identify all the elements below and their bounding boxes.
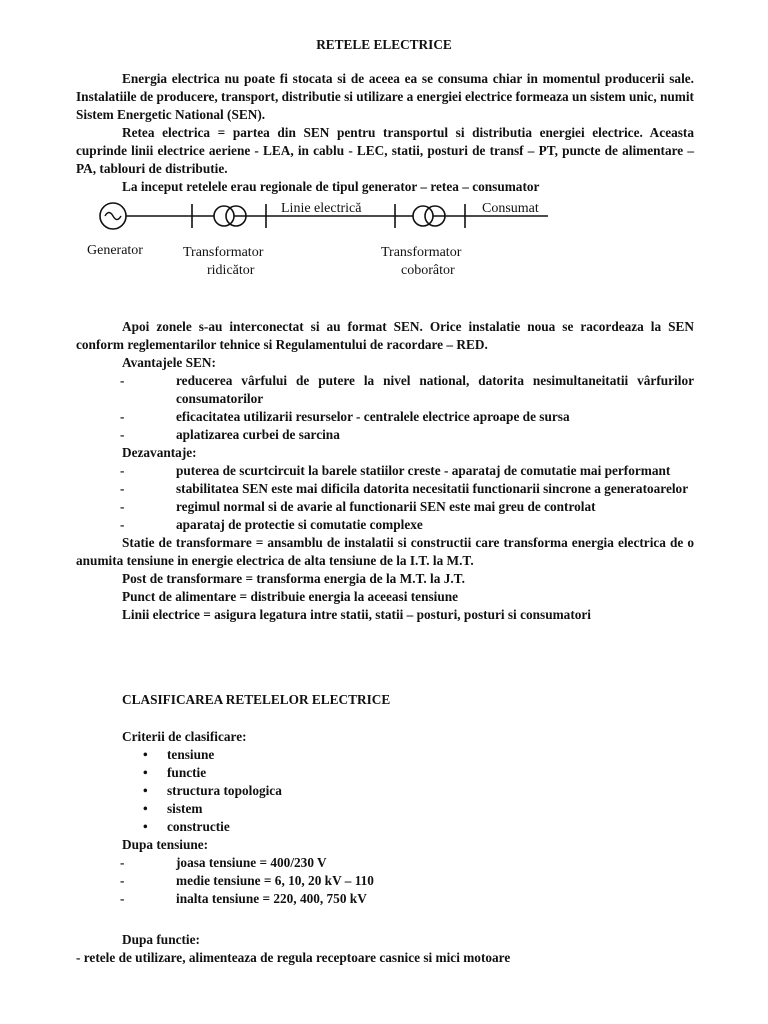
step-up-label-line-1: Transformator [183, 245, 264, 260]
list-item: - puterea de scurtcircuit la barele statiilor creste - aparataj de comutatie mai performant [120, 463, 671, 478]
step-down-transformer-icon [413, 206, 433, 226]
list-item: - joasa tensiune = 400/230 V [120, 855, 327, 870]
definition-linii: Linii electrice = asigura legatura intre statii, statii – posturi, posturi si consumatori [122, 607, 591, 622]
function-item: - retele de utilizare, alimenteaza de regula receptoare casnice si mici motoare [76, 950, 511, 965]
intro-section [76, 70, 694, 196]
list-item: - aplatizarea curbei de sarcina [120, 427, 340, 442]
disadvantages-heading: Dezavantaje: [122, 445, 197, 460]
step-down-label-line-2: coborâtor [401, 263, 455, 278]
list-item: - eficacitatea utilizarii resurselor - centralele electrice aproape de sursa [120, 409, 570, 424]
list-item: - inalta tensiune = 220, 400, 750 kV [120, 891, 367, 906]
intro-paragraph-1: Energia electrica nu poate fi stocata si de aceea ea se consuma chiar in momentul producerii sale. Instalatiile de producere, transport, distributie si utilizare a energiei electrice formeaza un sistem unic, numit Sistem Energetic National (SEN). [76, 71, 694, 122]
step-up-label-line-2: ridicător [207, 263, 255, 278]
classification-section [76, 691, 694, 709]
list-item: • constructie [143, 819, 230, 834]
list-item: • sistem [143, 801, 203, 816]
step-down-label-line-1: Transformator [381, 245, 462, 260]
list-item: - regimul normal si de avarie al functionarii SEN este mai greu de controlat [120, 499, 596, 514]
generator-label: Generator [87, 243, 143, 258]
classification-heading: CLASIFICAREA RETELELOR ELECTRICE [122, 692, 391, 707]
generator-network-consumer-diagram [83, 196, 565, 280]
list-item: - aparataj de protectie si comutatie complexe [120, 517, 423, 532]
list-item: • functie [143, 765, 207, 780]
sen-paragraph: Apoi zonele s-au interconectat si au format SEN. Orice instalatie noua se racordeaza la SEN conform reglementarilor tehnice si Regulamentului de racordare – RED. [76, 319, 694, 352]
list-item: - medie tensiune = 6, 10, 20 kV – 110 [120, 873, 374, 888]
advantages-heading: Avantajele SEN: [122, 355, 216, 370]
list-item: • structura topologica [143, 783, 282, 798]
intro-paragraph-2: Retea electrica = partea din SEN pentru transportul si distributia energiei electrice. Aceasta cuprinde linii electrice aeriene - LEA, in cablu - LEC, statii, posturi de transf – PT, puncte de alimentare – PA, tablouri de distributie. [76, 125, 694, 176]
sen-section [76, 318, 694, 624]
voltage-heading: Dupa tensiune: [122, 837, 209, 852]
function-section [76, 931, 694, 967]
page-title: RETELE ELECTRICE [316, 37, 452, 52]
function-heading: Dupa functie: [122, 932, 200, 947]
definition-punct: Punct de alimentare = distribuie energia la aceeasi tensiune [122, 589, 459, 604]
list-item: • tensiune [143, 747, 215, 762]
disadvantages-list [76, 462, 694, 534]
intro-paragraph-3: La inceput retelele erau regionale de tipul generator – retea – consumator [122, 179, 540, 194]
step-up-transformer-icon [214, 206, 234, 226]
advantages-list [76, 372, 694, 444]
criteria-section [76, 728, 694, 908]
definition-post: Post de transformare = transforma energia de la M.T. la J.T. [122, 571, 465, 586]
consumer-label: Consumat [482, 201, 539, 216]
list-item: - stabilitatea SEN este mai dificila datorita necesitatii functionarii sincrone a generatoarelor [120, 481, 689, 496]
definition-statie: Statie de transformare = ansamblu de instalatii si constructii care transforma energia electrica de o anumita tensiune in energie electrica de alta tensiune de la I.T. la M.T. [76, 535, 694, 568]
list-item: - reducerea vârfului de putere la nivel national, datorita nesimultaneitatii vârfurilor consumatorilor [120, 373, 694, 406]
line-label: Linie electrică [281, 201, 362, 216]
criteria-heading: Criterii de clasificare: [122, 729, 247, 744]
